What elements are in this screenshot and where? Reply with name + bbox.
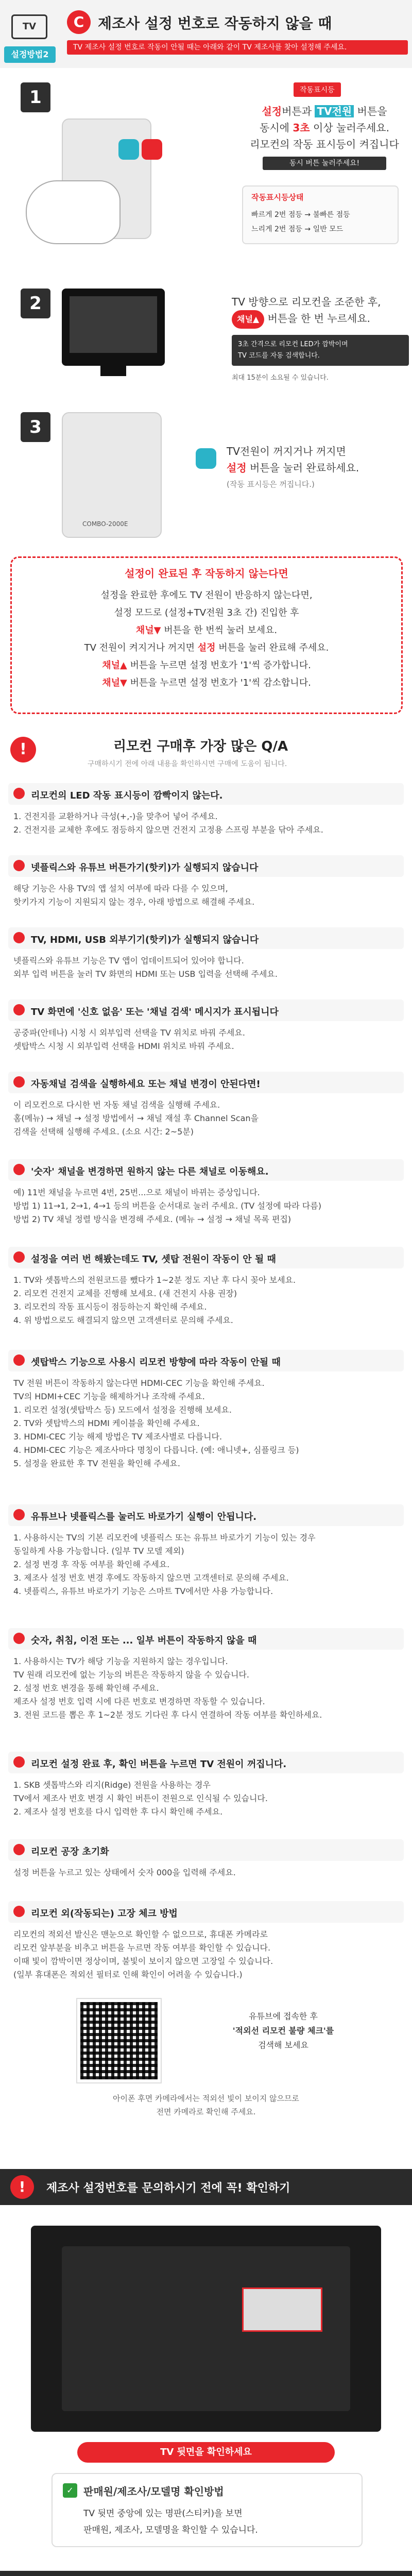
faq-question-text: 설정을 여러 번 해봤는데도 TV, 셋탑 전원이 작동이 안 될 때 [31, 1254, 276, 1265]
step-2-number: 2 [21, 289, 50, 318]
setting-button-step3[interactable] [196, 448, 216, 469]
faq-question-text: TV 화면에 '신호 없음' 또는 '채널 검색' 메시지가 표시됩니다 [31, 1007, 279, 1018]
notice-line-5b: 버튼을 누르면 설정 번호가 '1'씩 증가합니다. [127, 660, 311, 671]
step-2-tip-3: 최대 15분이 소요될 수 있습니다. [232, 374, 329, 382]
faq-bullet-icon [13, 1251, 25, 1263]
faq-answer-12: 설정 버튼을 누르고 있는 상태에서 숫자 000을 입력해 주세요. [13, 1868, 236, 1877]
step-2-instruction [232, 294, 407, 329]
qr-caption [206, 2009, 360, 2053]
faq-question-text: 셋탑박스 기능으로 사용시 리모컨 방향에 따라 작동이 안될 때 [31, 1357, 281, 1368]
step-1-illustration [15, 118, 201, 252]
notice-line-4c: 버튼을 눌러 완료해 주세요. [215, 642, 329, 653]
setting-button[interactable] [118, 139, 139, 160]
check-info-title: 판매원/제조사/모델명 확인방법 [83, 2485, 224, 2498]
c-badge: C [67, 10, 91, 34]
faq-bullet-icon [13, 1756, 25, 1768]
faq-bullet-icon [13, 1633, 25, 1644]
faq-subtitle: 구매하시기 전에 아래 내용을 확인하시면 구매에 도움이 됩니다. [88, 760, 287, 768]
notice-box [10, 556, 403, 714]
notice-line-4a: TV 전원이 켜지거나 꺼지면 [84, 642, 198, 653]
setting-word: 설정 [262, 105, 282, 117]
faq-answer-2: 해당 기능은 사용 TV의 앱 설치 여부에 따라 다를 수 있으며, 핫키가지 기능이 지원되지 않는 경우, 아래 방법으로 해결해 주세요. [13, 884, 255, 907]
page-title: 제조사 설정 번호로 작동하지 않을 때 [98, 15, 332, 32]
faq-answer-5: 이 리모컨으로 다시한 번 자동 채널 검색을 실행해 주세요. 홈(메뉴) → 채널 → 설정 방법에서 → 채널 재설 후 Channel Scan을 검색을 선택해 실행해 주세요. (소요 시간: 2~5분) [13, 1100, 259, 1137]
faq-bullet-icon [13, 1354, 25, 1366]
check-banner [0, 2169, 412, 2205]
step-1-line-3: 리모컨의 작동 표시등이 켜집니다 [250, 138, 399, 150]
tv-badge: TV [11, 14, 47, 39]
faq-question-2 [8, 855, 404, 877]
faq-question-3 [8, 927, 404, 949]
faq-question-text: TV, HDMI, USB 외부기기(핫키)가 실행되지 않습니다 [31, 935, 259, 945]
tv-screen [70, 296, 157, 353]
faq-answer-10: 1. 사용하시는 TV가 해당 기능을 지원하지 않는 경우입니다. TV 원래 리모컨에 없는 기능의 버튼은 작동하지 않을 수 있습니다. 2. 설정 번호 변경을 통해 확인해 주세요. 제조사 설정 번호 입력 시에 다른 번호로 변경하면 작동할 수 있습니다. 3. 전원 코드를 뽑은 후 1~2분 정도 기다린 후 다시 연결하여 작동 여부를 확인하세요. [13, 1656, 322, 1720]
faq-answer-8: TV 전원 버튼이 작동하지 않는다면 HDMI-CEC 기능을 확인해 주세요. TV의 HDMI+CEC 기능을 해제하거나 조작해 주세요. 1. 리모컨 설정(셋탑박스 등) 모드에서 설정을 진행해 보세요. 2. TV와 셋탑박스의 HDMI 케이블을 확인해 주세요. 3. HDMI-CEC 기능 해제 방법은 TV 제조사별로 다릅니다. 4. HDMI-CEC 기능은 제조사마다 명칭이 다릅니다. (예: 애니넷+, 심플링크 등) 5. 설정을 완료한 후 TV 전원을 확인해 주세요. [13, 1378, 299, 1468]
check-title: 제조사 설정번호를 문의하시기 전에 꼭! 확인하기 [46, 2182, 290, 2195]
notice-body [27, 587, 386, 692]
tv-power-button[interactable] [142, 139, 162, 160]
faq-bullet-icon [13, 1844, 25, 1855]
faq-bullet-icon [13, 860, 25, 871]
contact-banner [0, 2571, 412, 2576]
faq-bullet-icon [13, 1004, 25, 1015]
note-chip: 동시 버튼 눌러주세요! [263, 157, 386, 170]
step-3-line-1: TV전원이 꺼지거나 꺼지면 [227, 445, 346, 457]
step-2-line-2 [232, 310, 407, 329]
faq-bullet-icon [13, 1164, 25, 1175]
warning-icon-2: ! [10, 2175, 34, 2199]
tv-rear-badge: TV 뒷면을 확인하세요 [77, 2442, 335, 2463]
faq-bullet-icon [13, 932, 25, 943]
notice-line-6b: 버튼을 누르면 설정 번호가 '1'씩 감소합니다. [127, 677, 311, 688]
label-highlight [242, 2287, 322, 2332]
faq-answer-3: 넷플릭스와 유튜브 기능은 TV 앱이 업데이트되어 있어야 합니다. 외부 입력 버튼을 눌러 TV 화면의 HDMI 또는 USB 입력을 선택해 주세요. [13, 956, 278, 979]
notice-line-6 [27, 674, 386, 692]
header-bar [0, 0, 412, 68]
faq-question-text: 리모컨 공장 초기화 [31, 1846, 109, 1857]
status-led-callout: 작동표시등 [294, 82, 341, 97]
faq-question-13 [8, 1901, 404, 1923]
faq-question-text: 리모컨 설정 완료 후, 확인 버튼을 누르면 TV 전원이 꺼집니다. [31, 1759, 287, 1770]
qr-caption-1: 유튜브에 접속한 후 [249, 2011, 318, 2021]
step-1-line-1d: 버튼을 [354, 105, 387, 117]
three-seconds: 3초 [293, 122, 310, 134]
check-info-1: TV 뒷면 중앙에 있는 명판(스티커)을 보면 [83, 2509, 243, 2519]
step-3-instruction [227, 443, 402, 493]
remote-keypad [62, 412, 162, 538]
faq-question-1 [8, 783, 404, 805]
faq-title: 리모컨 구매후 가장 많은 Q/A [113, 739, 288, 754]
check-info-box [52, 2473, 363, 2547]
faq-question-10 [8, 1628, 404, 1650]
led-status-2: 느리게 2번 점등 → 일반 모드 [251, 225, 344, 233]
step-3-line-2b: 버튼을 눌러 완료하세요. [246, 462, 359, 474]
led-status-1: 빠르게 2번 점등 → 불빠른 점등 [251, 211, 350, 219]
faq-answer-7: 1. TV와 셋톱박스의 전원코드를 뺐다가 1~2분 정도 지난 후 다시 꽂아 보세요. 2. 리모컨 건전지 교체를 진행해 보세요. (새 건전지 사용 권장) 3. 리모컨의 작동 표시등이 점등하는지 확인해 주세요. 4. 위 방법으로도 해결되지 않으면 고객센터로 문의해 주세요. [13, 1275, 296, 1325]
notice-line-5 [27, 657, 386, 674]
check-info-2: 판매원, 제조사, 모델명을 확인할 수 있습니다. [83, 2525, 258, 2535]
faq-answer-1: 1. 건전지를 교환하거나 극성(+,-)을 맞추어 넣어 주세요. 2. 건전지를 교체한 후에도 점등하지 않으면 건전지 고정용 스프링 부분을 닦아 주세요. [13, 811, 323, 835]
method-tab: 설정방법2 [4, 46, 56, 63]
faq-question-text: 유튜브나 넷플릭스를 눌러도 바로가기 실행이 안됩니다. [31, 1512, 257, 1522]
step-1-line-2c: 이상 눌러주세요. [310, 122, 389, 134]
channel-down-word-2: 채널▼ [102, 677, 127, 688]
step-1-line-2a: 동시에 [260, 122, 293, 134]
faq-answer-6: 예) 11번 채널을 누르면 4번, 25번...으로 채널이 바뀌는 증상입니다. 방법 1) 11→1, 2→1, 4→1 등의 버튼을 순서대로 눌러 주세요. (TV 설정에 따라 다름) 방법 2) TV 채널 정렬 방식을 변경해 주세요. (메뉴 → 설정 → 채널 목록 편집) [13, 1188, 321, 1224]
step-1-line-1b: 버튼과 [282, 105, 315, 117]
notice-line-1: 설정을 완료한 후에도 TV 전원이 반응하지 않는다면, [100, 590, 313, 601]
step-2-line-1: TV 방향으로 리모컨을 조준한 후, [232, 296, 381, 308]
setting-word-notice: 설정 [197, 642, 216, 653]
faq-question-8 [8, 1350, 404, 1371]
faq-answer-13: 리모컨의 적외선 발신은 맨눈으로 확인할 수 없으므로, 휴대폰 카메라로 리모컨 앞부분을 비추고 버튼을 누르면 작동 여부를 확인할 수 있습니다. 이때 빛이 깜박이면 정상이며, 불빛이 보이지 않으면 고장일 수 있습니다. (일부 휴대폰은 적외선 필터로 인해 확인이 어려울 수 있습니다.) [13, 1929, 273, 1979]
notice-title: 설정이 완료된 후 작동하지 않는다면 [125, 567, 288, 580]
faq-question-text: 숫자, 취침, 이전 또는 ... 일부 버튼이 작동하지 않을 때 [31, 1635, 257, 1646]
faq-header [0, 732, 412, 778]
faq-question-text: 자동채널 검색을 실행하세요 또는 채널 변경이 안된다면! [31, 1079, 261, 1090]
setting-word-step3: 설정 [227, 462, 247, 474]
faq-question-7 [8, 1247, 404, 1268]
tv-stand [100, 366, 126, 376]
check-icon: ✓ [63, 2483, 77, 2498]
faq-answer-9: 1. 사용하시는 TV의 기본 리모컨에 넷플릭스 또는 유튜브 바로가기 기능이 있는 경우 동일하게 사용 가능합니다. (일부 TV 모델 제외) 2. 설정 변경 후 작동 여부를 확인해 주세요. 3. 제조사 설정 번호 변경 후에도 작동하지 않으면 고객센터로 문의해 주세요. 4. 넷플릭스, 유튜브 바로가기 기능은 스마트 TV에서만 사용 가능합니다. [13, 1533, 316, 1596]
faq-question-text: 리모컨의 LED 작동 표시등이 깜빡이지 않는다. [31, 790, 223, 801]
step-3-line-2 [227, 460, 402, 476]
warning-icon: ! [10, 737, 36, 762]
channel-down-word: 채널▼ [135, 625, 161, 636]
step-1-instruction [242, 103, 407, 170]
faq-question-11 [8, 1752, 404, 1773]
step-2-tip-1: 3초 간격으로 리모컨 LED가 깜박이며 [238, 341, 348, 348]
remote-model-label: COMBO-2000E [82, 520, 128, 528]
faq-question-5 [8, 1072, 404, 1093]
notice-line-3b: 버튼을 한 번씩 눌러 보세요. [161, 625, 278, 636]
faq-question-4 [8, 999, 404, 1021]
page-subtitle: TV 제조사 설정 번호로 작동이 안될 때는 아래와 같이 TV 제조사를 찾아 설정해 주세요. [67, 40, 408, 55]
faq-question-text: 리모컨 외(작동되는) 고장 체크 방법 [31, 1908, 178, 1919]
faq-question-9 [8, 1504, 404, 1526]
channel-up-word: 채널▲ [102, 660, 127, 671]
qr-caption-2: '적외선 리모컨 불량 체크'를 [232, 2026, 334, 2036]
step-3-line-3: (작동 표시등은 꺼집니다.) [227, 480, 315, 489]
faq-answer-4: 공중파(안테나) 시청 시 외부입력 선택을 TV 위치로 바꿔 주세요. 셋탑박스 시청 시 외부입력 선택을 HDMI 위치로 바꿔 주세요. [13, 1028, 245, 1051]
faq-question-text: '숫자' 채널을 변경하면 원하지 않는 다른 채널로 이동해요. [31, 1166, 269, 1177]
notice-line-3 [27, 622, 386, 639]
faq-answer-11: 1. SKB 셋톱박스와 리지(Ridge) 전원을 사용하는 경우 TV에서 제조사 번호 변경 시 확인 버튼이 전원으로 인식될 수 있습니다. 2. 제조사 설정 번호를 다시 입력한 후 다시 확인해 주세요. [13, 1780, 268, 1817]
faq-bullet-icon [13, 1906, 25, 1917]
step-2-line-2b: 버튼을 한 번 누르세요. [264, 312, 370, 325]
faq-bullet-icon [13, 788, 25, 799]
faq-question-6 [8, 1159, 404, 1181]
step-1-number: 1 [21, 82, 50, 112]
faq-question-12 [8, 1839, 404, 1861]
notice-line-4 [27, 639, 386, 657]
faq-question-text: 넷플릭스와 유튜브 버튼가기(핫키)가 실행되지 않습니다 [31, 862, 259, 873]
step-2-tip-2: TV 코드를 자동 검색합니다. [238, 352, 320, 360]
qr-note: 아이폰 후면 카메라에서는 적외선 빛이 보이지 않으므로 전면 카메라로 확인해 주세요. [113, 2094, 299, 2116]
youtube-qr-code[interactable] [77, 1999, 161, 2082]
hand-shape [26, 180, 121, 244]
led-status-box [242, 185, 399, 244]
faq-bullet-icon [13, 1509, 25, 1520]
faq-bullet-icon [13, 1076, 25, 1088]
step-1-line-1 [242, 103, 407, 120]
step-1-line-2 [242, 120, 407, 136]
led-status-title: 작동표시등상태 [251, 193, 304, 202]
channel-up-chip: 채널▲ [232, 310, 264, 329]
tv-power-word: TV전원 [315, 105, 354, 117]
step-2-tip [232, 335, 409, 366]
qr-caption-3: 검색해 보세요 [258, 2040, 308, 2050]
notice-line-2: 설정 모드로 (설정+TV전원 3초 간) 진입한 후 [114, 607, 299, 618]
step-3-number: 3 [21, 412, 50, 442]
